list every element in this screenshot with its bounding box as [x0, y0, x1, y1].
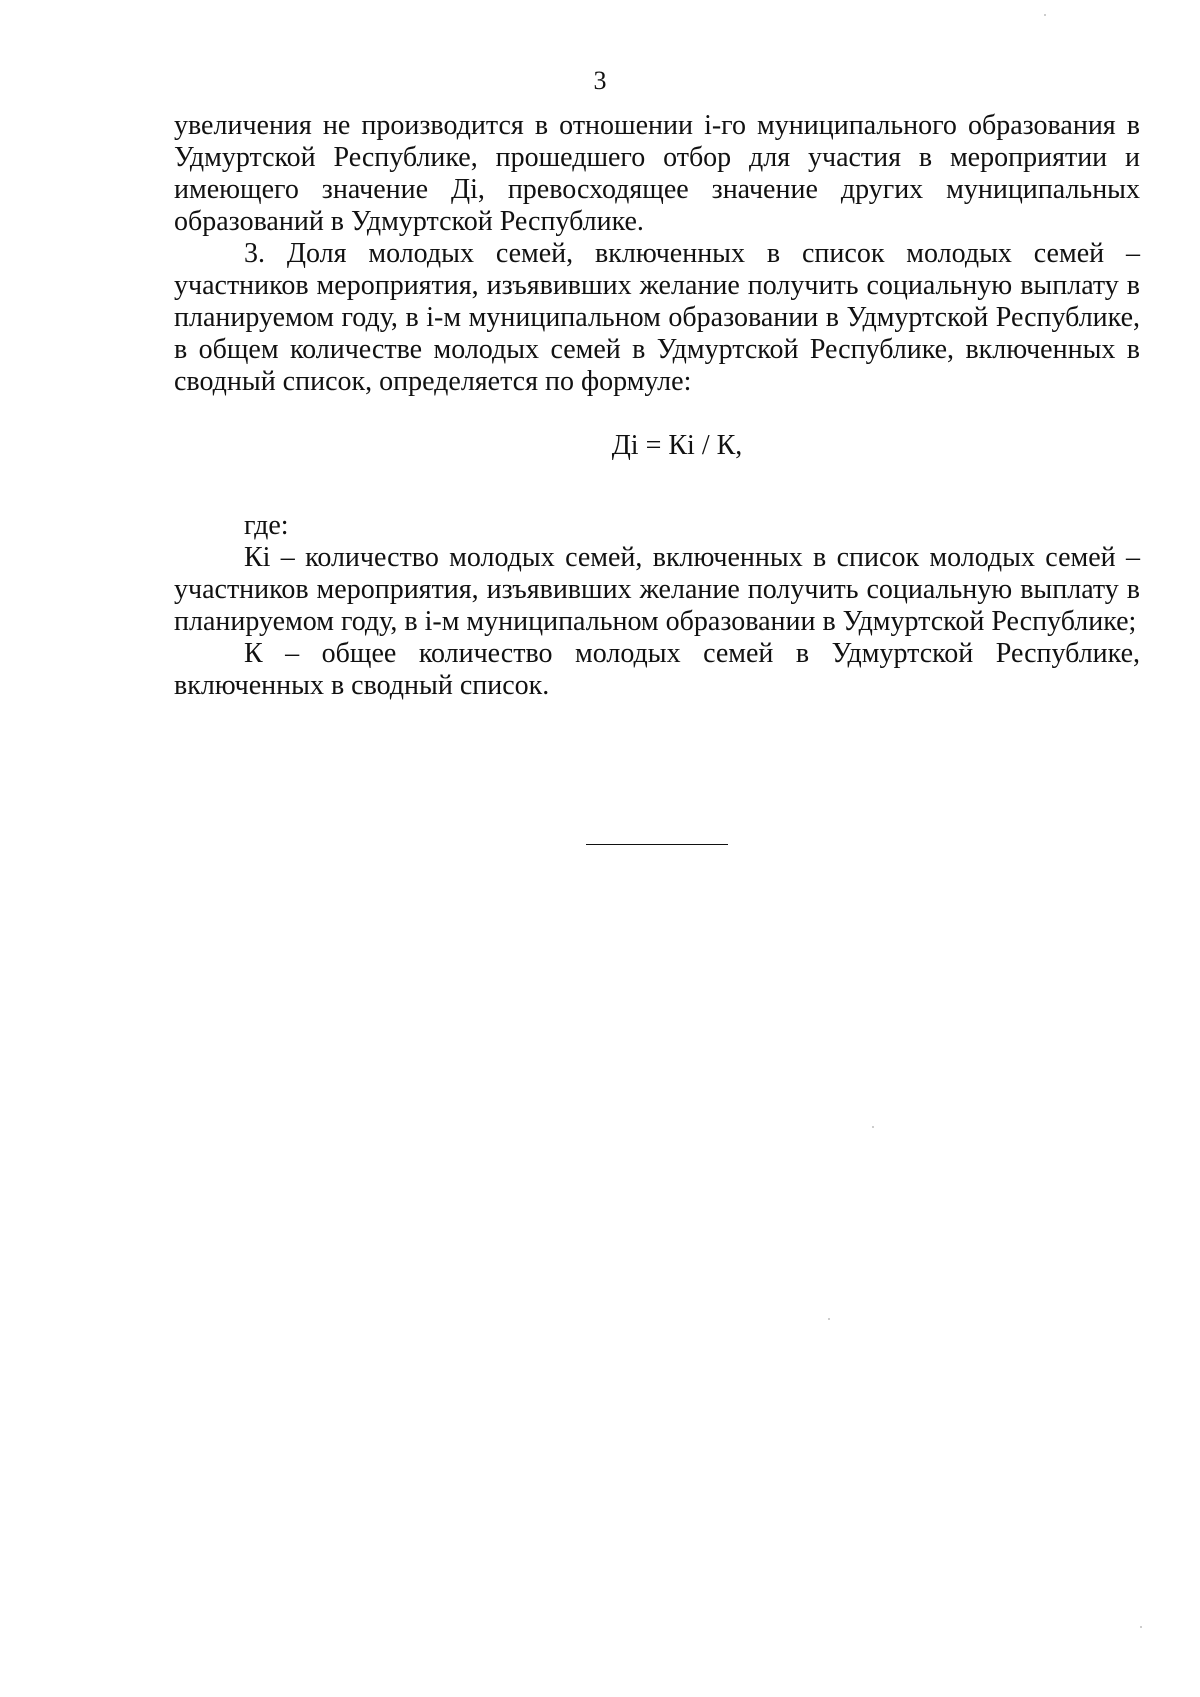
definition-ki: Кi – количество молодых семей, включенных в список молодых семей – участников мероприятия, изъявивших желание получить социальную выплату в планируемом году, в i-м муниципальном образовании в Удмуртской Республике;	[174, 542, 1140, 637]
scan-speck	[872, 1126, 874, 1128]
where-label: где:	[244, 510, 289, 541]
scan-speck	[1140, 1626, 1142, 1628]
end-divider-line	[586, 844, 728, 845]
scan-speck	[1044, 14, 1046, 16]
paragraph-item-3: 3. Доля молодых семей, включенных в список молодых семей – участников мероприятия, изъявивших желание получить социальную выплату в планируемом году, в i-м муниципальном образовании в Удмуртской Республике, в общем количестве молодых семей в Удмуртской Республике, включенных в сводный список, определяется по формуле:	[174, 238, 1140, 397]
definition-k: К – общее количество молодых семей в Удмуртской Республике, включенных в сводный список.	[174, 638, 1140, 701]
page-number: 3	[593, 66, 607, 95]
paragraph-continuation: увеличения не производится в отношении i-го муниципального образования в Удмуртской Республике, прошедшего отбор для участия в мероприятии и имеющего значение Дi, превосходящее значение других муниципальных образований в Удмуртской Республике.	[174, 110, 1140, 237]
formula: Дi = Кi / К,	[611, 430, 743, 461]
document-body	[174, 110, 1140, 702]
scan-speck	[828, 1318, 830, 1320]
